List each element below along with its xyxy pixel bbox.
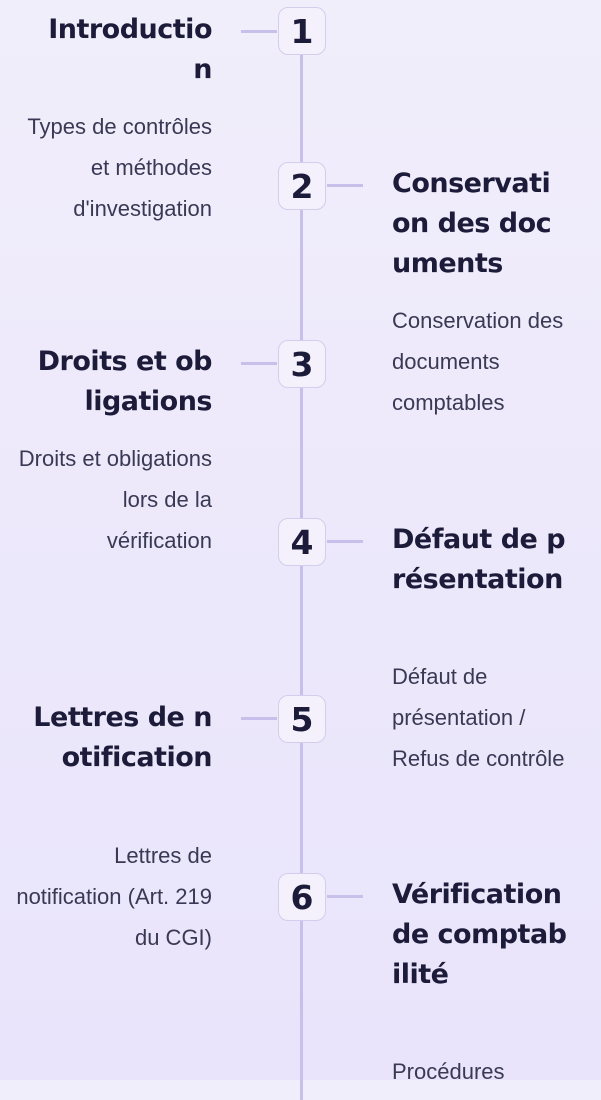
step-number-6: 6 bbox=[278, 873, 326, 921]
connector-2 bbox=[327, 184, 363, 187]
step-number-1: 1 bbox=[278, 7, 326, 55]
step-description-3: Droits et obligations lors de la vérification bbox=[18, 446, 212, 553]
step-number-5: 5 bbox=[278, 695, 326, 743]
step-number-3: 3 bbox=[278, 340, 326, 388]
connector-5 bbox=[241, 717, 277, 720]
step-description-6: Procédures bbox=[392, 1059, 505, 1084]
step-title-1: Introduction bbox=[48, 14, 212, 85]
connector-1 bbox=[241, 30, 277, 33]
step-description-5: Lettres de notification (Art. 219 du CGI) bbox=[16, 843, 212, 950]
step-description-2: Conservation des documents comptables bbox=[392, 308, 564, 415]
step-title-3: Droits et obligations bbox=[37, 346, 212, 417]
step-number-2: 2 bbox=[278, 162, 326, 210]
step-description-1: Types de contrôles et méthodes d'investigation bbox=[27, 114, 212, 221]
connector-4 bbox=[327, 540, 363, 543]
connector-3 bbox=[241, 362, 277, 365]
step-description-4: Défaut de présentation / Refus de contrôle bbox=[392, 664, 565, 771]
step-title-2: Conservation des documents bbox=[392, 168, 552, 279]
step-title-4: Défaut de présentation bbox=[392, 524, 566, 595]
step-number-4: 4 bbox=[278, 518, 326, 566]
connector-6 bbox=[327, 895, 363, 898]
step-title-5: Lettres de notification bbox=[33, 702, 212, 773]
step-title-6: Vérification de comptabilité bbox=[392, 879, 567, 990]
